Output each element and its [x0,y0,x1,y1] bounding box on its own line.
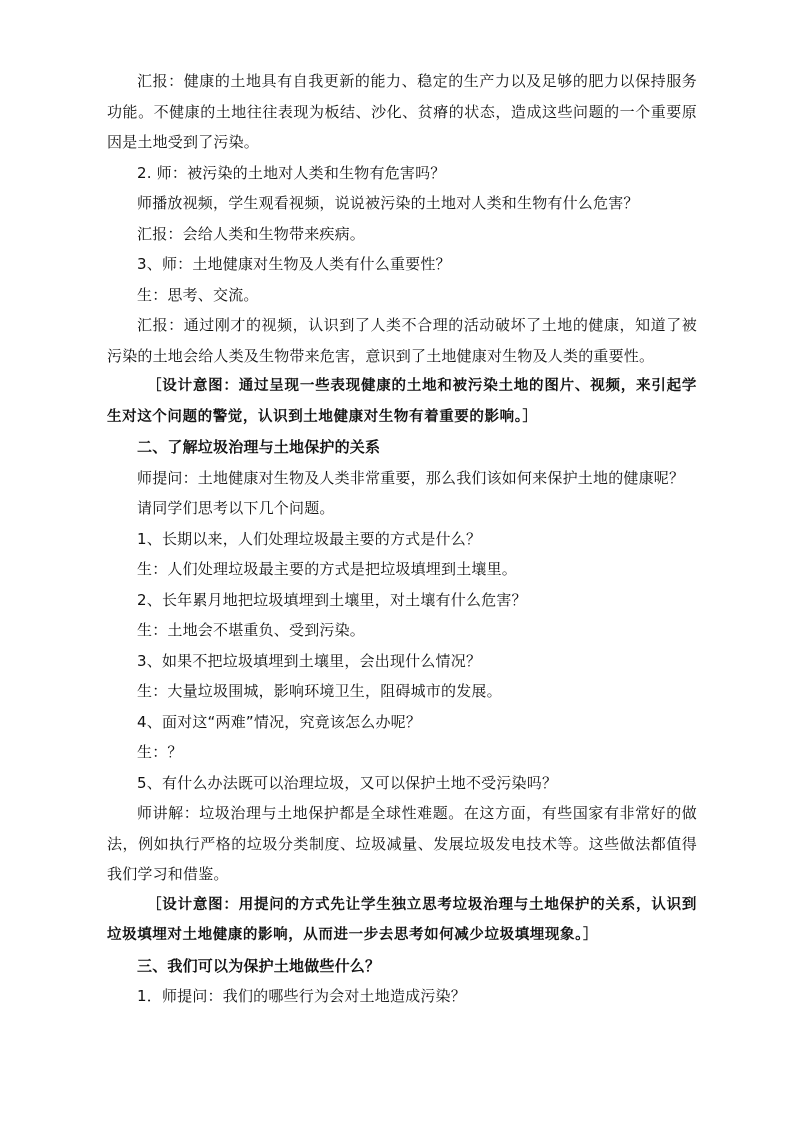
question-item-1: 1、长期以来，人们处理垃圾最主要的方式是什么？ [137,529,482,548]
teacher-question: 师提问：土地健康对生物及人类非常重要，那么我们该如何来保护土地的健康呢？ [137,468,685,487]
question-item-4: 4、面对这“两难”情况，究竟该怎么办呢？ [137,712,422,731]
design-intent-1: ［设计意图：通过呈现一些表现健康的土地和被污染土地的图片、视频，来引起学生对这个问题的警觉，认识到土地健康对生物有着重要的影响。］ [107,377,697,425]
paragraph-think: 请同学们思考以下几个问题。 [137,499,335,517]
student-answer-discuss: 生：思考、交流。 [137,285,259,304]
question-item-section3-1: 1．师提问：我们的哪些行为会对土地造成污染？ [137,987,466,1005]
question-item-3: 3、如果不把垃圾填埋到土壤里，会出现什么情况？ [137,651,482,670]
paragraph-video: 师播放视频，学生观看视频，说说被污染的土地对人类和生物有什么危害？ [137,194,639,212]
question-3: 3、师：土地健康对生物及人类有什么重要性？ [137,255,451,273]
question-item-5: 5、有什么办法既可以治理垃圾，又可以保护土地不受污染吗？ [137,773,558,792]
student-answer-2: 生：土地会不堪重负、受到污染。 [137,621,366,639]
paragraph-report-summary: 汇报：通过刚才的视频，认识到了人类不合理的活动破坏了土地的健康，知道了被污染的土地会给人类及生物带来危害，意识到了土地健康对生物及人类的重要性。 [107,316,697,365]
section-heading-2: 二、了解垃圾治理与土地保护的关系 [137,438,381,456]
design-intent-2: ［设计意图：用提问的方式先让学生独立思考垃圾治理与土地保护的关系，认识到垃圾填埋对土地健康的影响，从而进一步去思考如何减少垃圾填埋现象。］ [107,895,697,943]
paragraph-report-healthy-land: 汇报：健康的土地具有自我更新的能力、稳定的生产力以及足够的肥力以保持服务功能。不健康的土地往往表现为板结、沙化、贫瘠的状态，造成这些问题的一个重要原因是土地受到了污染。 [107,72,697,151]
student-answer-1: 生：人们处理垃圾最主要的方式是把垃圾填埋到土壤里。 [137,560,518,578]
student-answer-4: 生：？ [137,743,183,761]
question-2: 2. 师：被污染的土地对人类和生物有危害吗？ [137,163,446,182]
student-answer-3: 生：大量垃圾围城，影响环境卫生，阻碍城市的发展。 [137,682,502,700]
paragraph-report-disease: 汇报：会给人类和生物带来疾病。 [137,224,366,243]
question-item-2: 2、长年累月地把垃圾填埋到土壤里，对土壤有什么危害？ [137,590,527,609]
teacher-explanation: 师讲解：垃圾治理与土地保护都是全球性难题。在这方面，有些国家有非常好的做法，例如执行严格的垃圾分类制度、垃圾减量、发展垃圾发电技术等。这些做法都值得我们学习和借鉴。 [107,804,697,883]
document-body [107,66,697,1012]
section-heading-3: 三、我们可以为保护土地做些什么？ [137,956,381,975]
